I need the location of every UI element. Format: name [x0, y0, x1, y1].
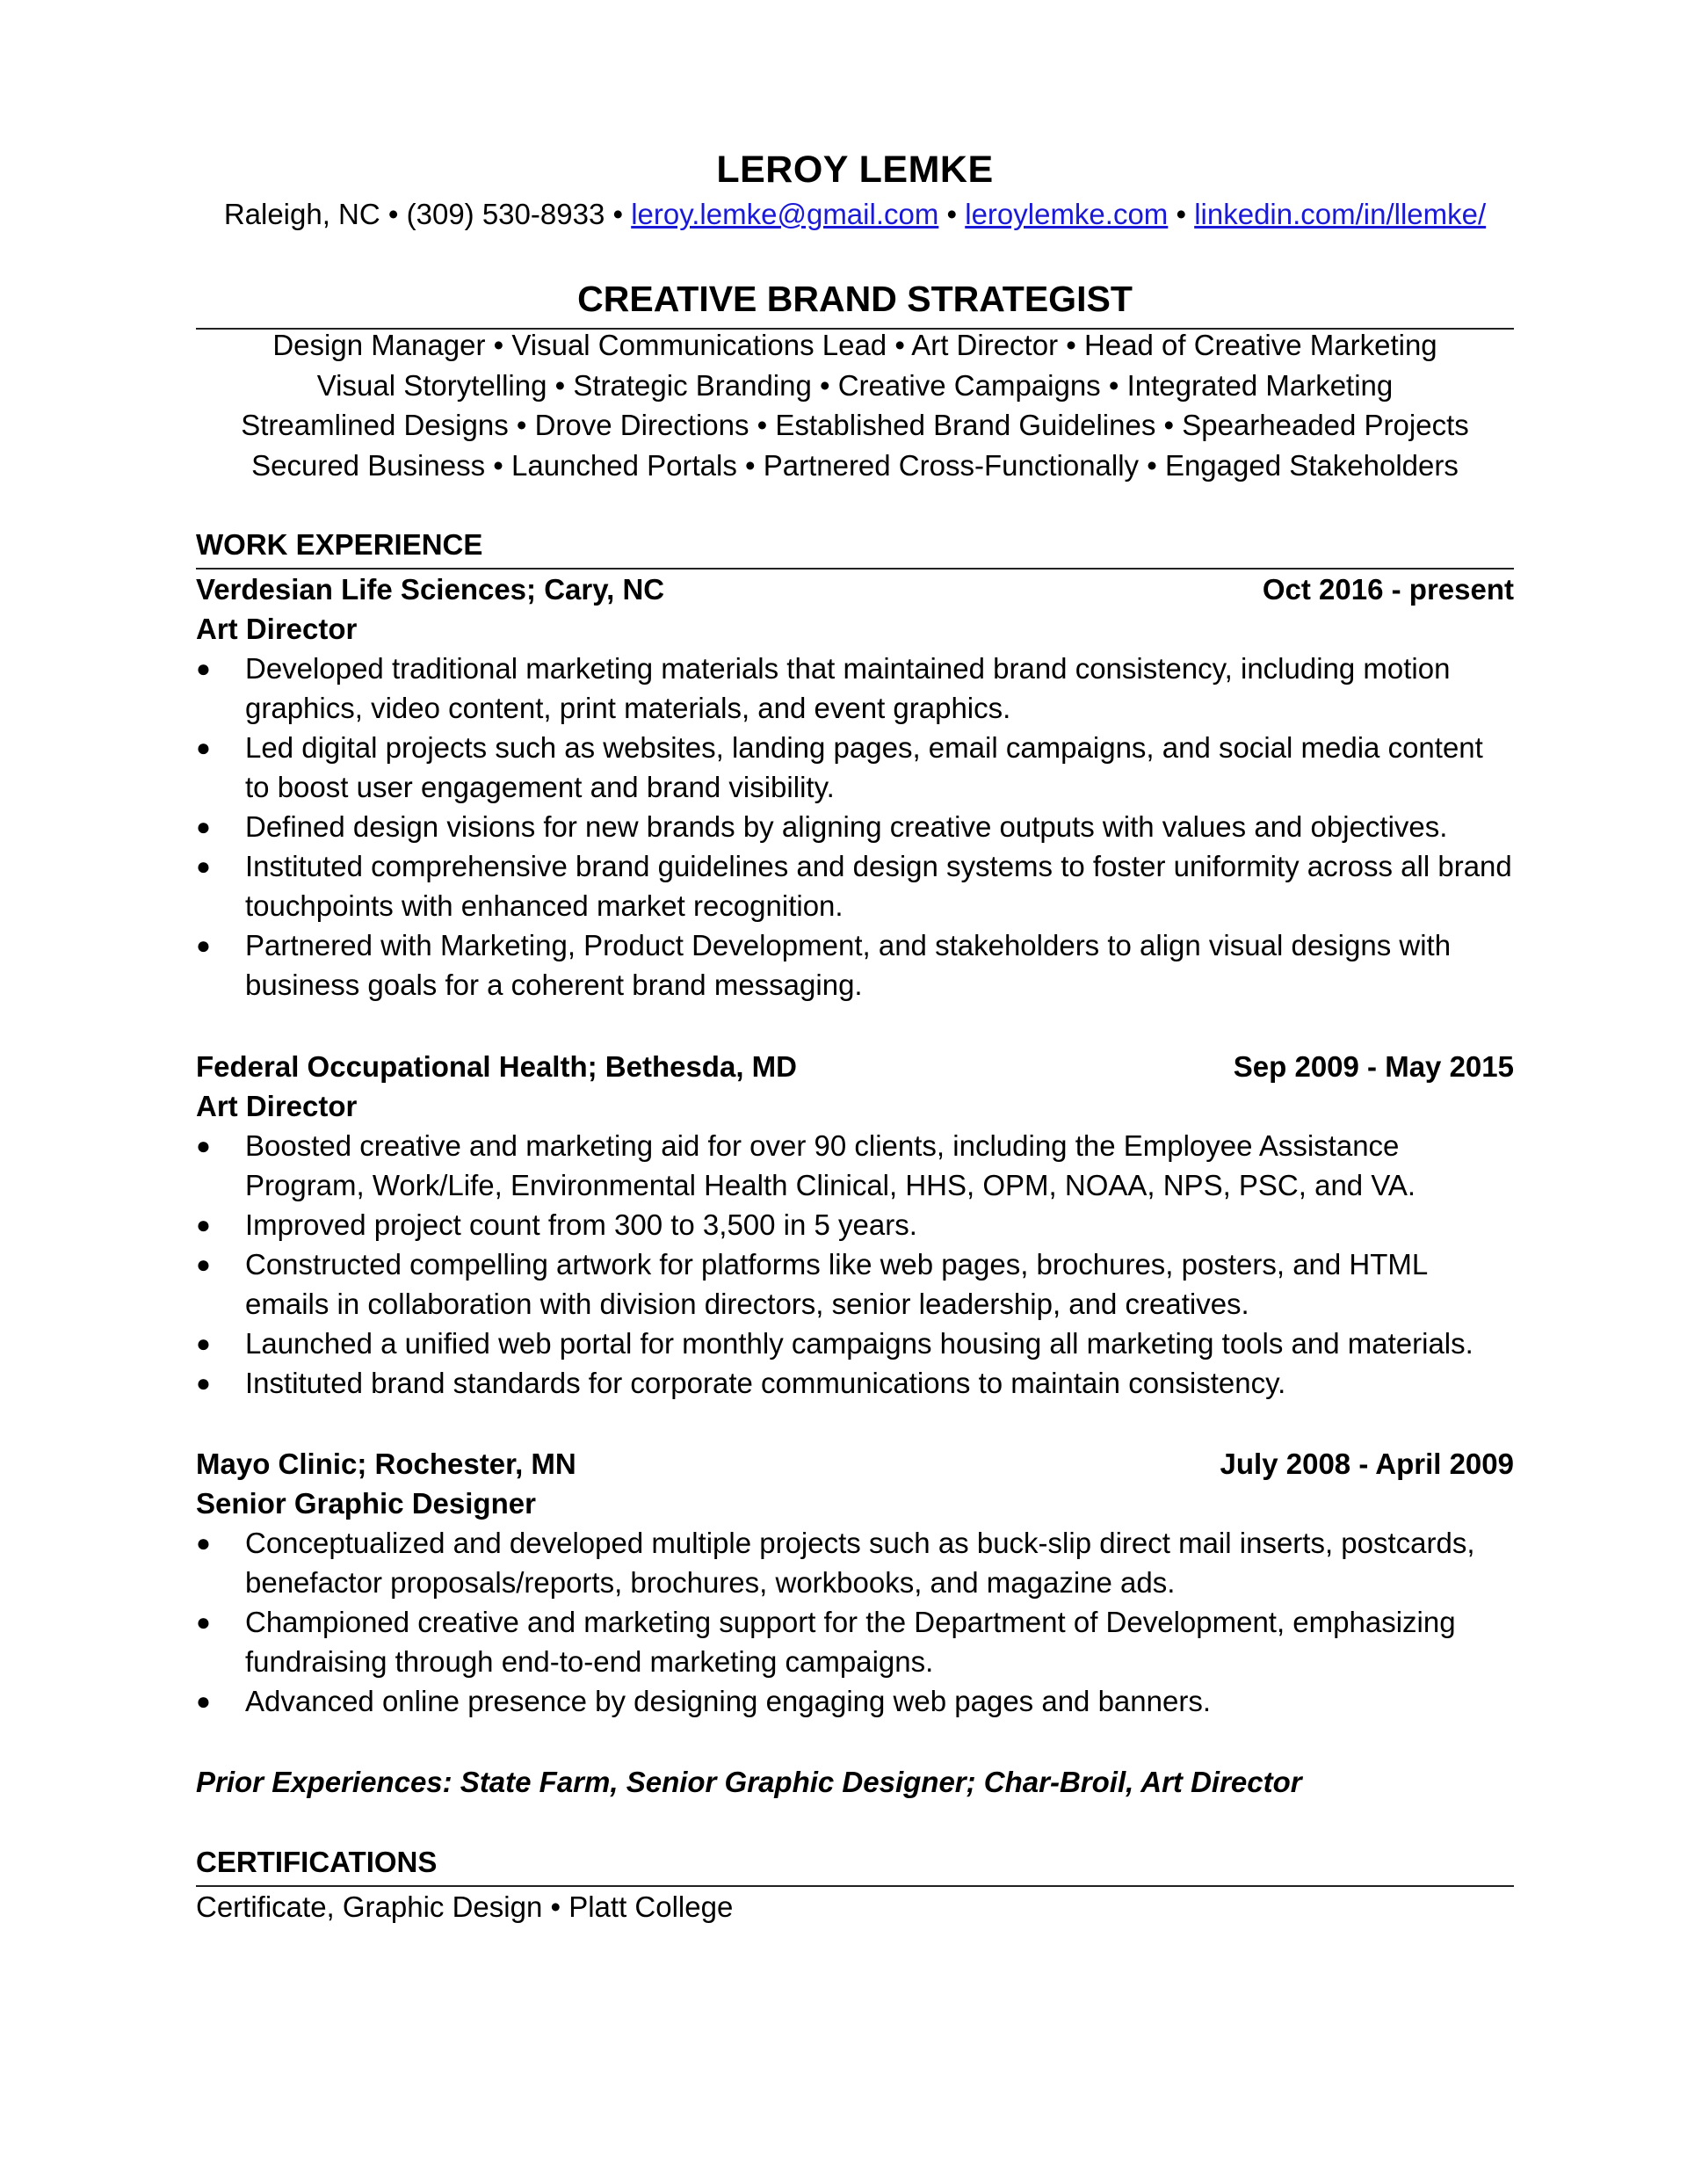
- bullet-icon: ●: [196, 853, 211, 880]
- bullet-text: Defined design visions for new brands by aligning creative outputs with values and objectives.: [245, 810, 1448, 843]
- separator: •: [1168, 198, 1195, 230]
- phone: (309) 530-8933: [406, 198, 605, 230]
- bullet-icon: ●: [196, 1251, 211, 1278]
- separator: •: [380, 198, 407, 230]
- bullet-item: [196, 649, 1514, 728]
- keywords-line: Secured Business • Launched Portals • Partnered Cross-Functionally • Engaged Stakeholders: [251, 448, 1459, 482]
- website-link[interactable]: leroylemke.com: [965, 198, 1169, 230]
- bullet-text: Instituted brand standards for corporate communications to maintain consistency.: [245, 1367, 1286, 1399]
- bullet-icon: ●: [196, 1330, 211, 1357]
- job-company: Mayo Clinic; Rochester, MN: [196, 1448, 576, 1480]
- bullet-icon: ●: [196, 1369, 211, 1397]
- job-role: Art Director: [196, 613, 358, 645]
- candidate-name: LEROY LEMKE: [716, 149, 994, 191]
- bullet-item: [196, 925, 1514, 1005]
- linkedin-link[interactable]: linkedin.com/in/llemke/: [1194, 198, 1487, 230]
- certification-item: Certificate, Graphic Design • Platt College: [196, 1890, 734, 1923]
- bullet-icon: ●: [196, 1608, 211, 1636]
- work-experience-heading: WORK EXPERIENCE: [196, 528, 483, 561]
- bullet-text: Championed creative and marketing support for the Department of Development, emphasizing fundraising through end-to-end marketing campaigns.: [245, 1606, 1456, 1678]
- bullet-item: [196, 728, 1514, 807]
- bullet-text: Boosted creative and marketing aid for over 90 clients, including the Employee Assistance Program, Work/Life, Environmental Health Clinical, HHS, OPM, NOAA, NPS, PSC, and VA.: [245, 1129, 1416, 1201]
- job-company: Federal Occupational Health; Bethesda, MD: [196, 1050, 797, 1083]
- certifications-heading: CERTIFICATIONS: [196, 1846, 438, 1878]
- bullet-item: [196, 846, 1514, 925]
- job-dates: Sep 2009 - May 2015: [1233, 1050, 1514, 1083]
- job-company: Verdesian Life Sciences; Cary, NC: [196, 573, 665, 606]
- bullet-item: [196, 1126, 1514, 1205]
- bullet-text: Partnered with Marketing, Product Development, and stakeholders to align visual designs with business goals for a coherent brand messaging.: [245, 929, 1452, 1001]
- bullet-item: [196, 1681, 1514, 1721]
- bullet-item: [196, 807, 1514, 846]
- bullet-item: [196, 1523, 1514, 1602]
- headline: CREATIVE BRAND STRATEGIST: [577, 279, 1133, 319]
- keywords-line: Streamlined Designs • Drove Directions • Established Brand Guidelines • Spearheaded Projects: [241, 409, 1469, 441]
- keywords-line: Visual Storytelling • Strategic Branding • Creative Campaigns • Integrated Marketing: [316, 368, 1394, 402]
- separator: •: [938, 198, 966, 230]
- bullet-item: [196, 1205, 1514, 1244]
- location: Raleigh, NC: [223, 198, 380, 230]
- contact-line: [196, 195, 1514, 234]
- prior-experiences: Prior Experiences: State Farm, Senior Graphic Designer; Char-Broil, Art Director: [196, 1766, 1302, 1798]
- bullet-item: [196, 1602, 1514, 1681]
- bullet-icon: ●: [196, 813, 211, 840]
- job-dates: Oct 2016 - present: [1262, 573, 1514, 606]
- bullet-icon: ●: [196, 1211, 211, 1238]
- bullet-item: [196, 1324, 1514, 1363]
- email-link[interactable]: leroy.lemke@gmail.com: [631, 198, 939, 230]
- job-header: [196, 570, 1514, 609]
- bullet-text: Advanced online presence by designing engaging web pages and banners.: [245, 1685, 1211, 1717]
- bullet-text: Led digital projects such as websites, landing pages, email campaigns, and social media content to boost user engagement and brand visibility.: [245, 731, 1483, 803]
- job-bullets: [196, 649, 1514, 1005]
- bullet-icon: ●: [196, 1529, 211, 1556]
- bullet-icon: ●: [196, 1132, 211, 1159]
- bullet-icon: ●: [196, 734, 211, 761]
- job-bullets: [196, 1523, 1514, 1721]
- job-header: [196, 1444, 1514, 1484]
- bullet-icon: ●: [196, 1687, 211, 1715]
- bullet-item: [196, 1363, 1514, 1403]
- keywords-block: [196, 325, 1514, 485]
- bullet-text: Launched a unified web portal for monthly campaigns housing all marketing tools and materials.: [245, 1327, 1473, 1360]
- job-role: Art Director: [196, 1090, 358, 1122]
- separator: •: [605, 198, 632, 230]
- bullet-icon: ●: [196, 655, 211, 682]
- bullet-icon: ●: [196, 932, 211, 959]
- bullet-text: Improved project count from 300 to 3,500 in 5 years.: [245, 1208, 917, 1241]
- job-bullets: [196, 1126, 1514, 1403]
- bullet-item: [196, 1244, 1514, 1324]
- bullet-text: Developed traditional marketing materials that maintained brand consistency, including motion graphics, video content, print materials, and event graphics.: [245, 652, 1451, 724]
- job-dates: July 2008 - April 2009: [1220, 1448, 1514, 1480]
- bullet-text: Constructed compelling artwork for platforms like web pages, brochures, posters, and HTML emails in collaboration with division directors, senior leadership, and creatives.: [245, 1248, 1428, 1320]
- bullet-text: Conceptualized and developed multiple projects such as buck-slip direct mail inserts, postcards, benefactor proposals/reports, brochures, workbooks, and magazine ads.: [245, 1527, 1475, 1599]
- bullet-text: Instituted comprehensive brand guidelines and design systems to foster uniformity across all brand touchpoints with enhanced market recognition.: [245, 850, 1512, 922]
- job-header: [196, 1047, 1514, 1086]
- keywords-line: Design Manager • Visual Communications Lead • Art Director • Head of Creative Marketing: [272, 329, 1437, 361]
- job-role: Senior Graphic Designer: [196, 1487, 536, 1520]
